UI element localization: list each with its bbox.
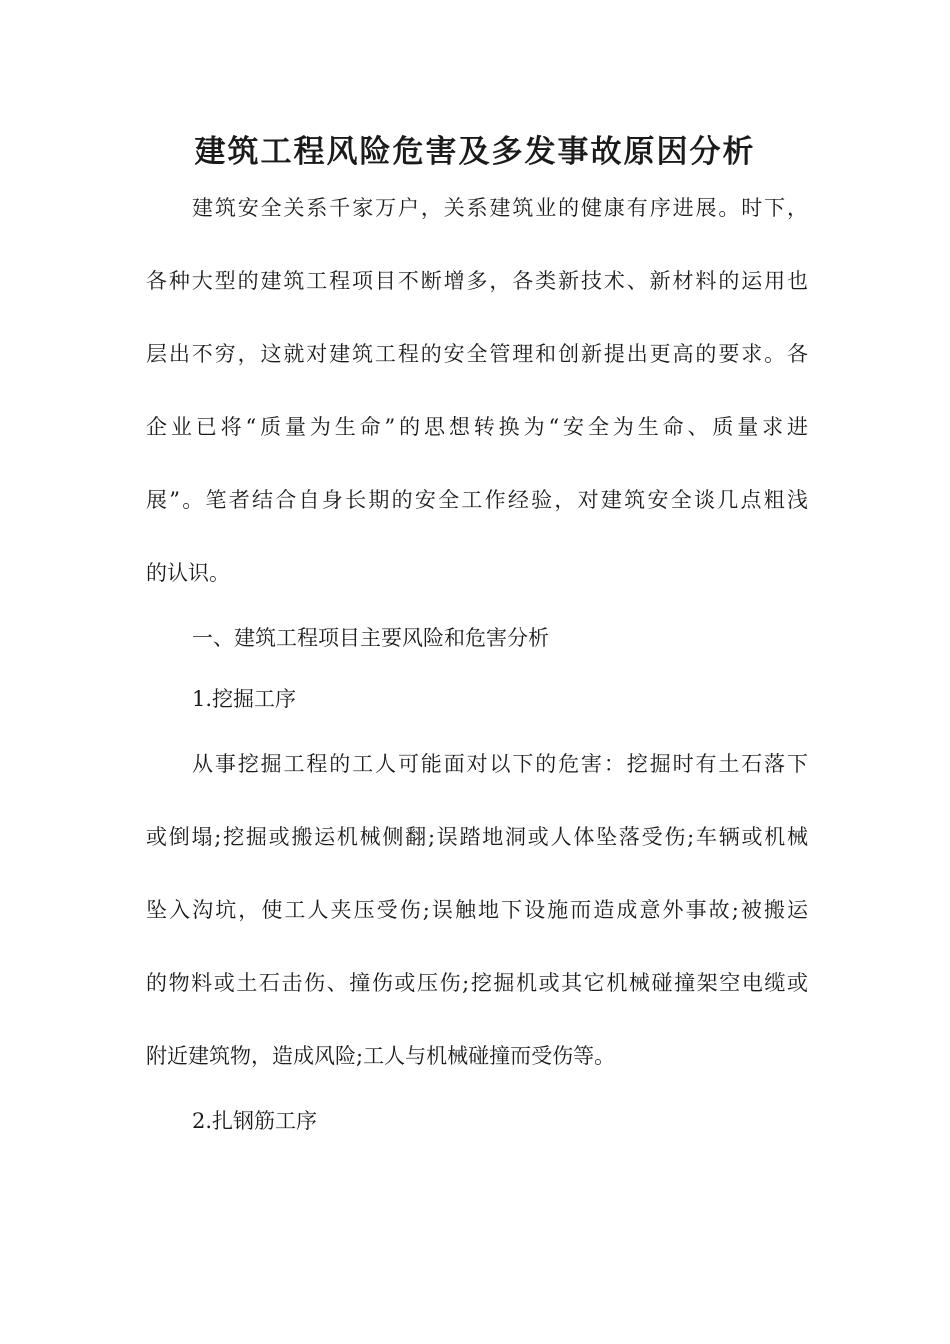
- excavation-paragraph-line: 的物料或土石击伤、撞伤或压伤;挖掘机或其它机械碰撞架空电缆或: [146, 971, 808, 995]
- intro-paragraph-line: 的认识。: [146, 561, 230, 585]
- intro-paragraph-line: 各种大型的建筑工程项目不断增多，各类新技术、新材料的运用也: [146, 269, 808, 293]
- subsection-heading: 2.扎钢筋工序: [192, 1109, 318, 1133]
- excavation-paragraph-line: 从事挖掘工程的工人可能面对以下的危害：挖掘时有土石落下: [192, 752, 808, 776]
- document-title: 建筑工程风险危害及多发事故原因分析: [194, 134, 756, 170]
- intro-paragraph-line: 层出不穷，这就对建筑工程的安全管理和创新提出更高的要求。各: [146, 342, 808, 366]
- intro-paragraph-line: 企业已将“质量为生命”的思想转换为“安全为生命、质量求进: [146, 415, 808, 439]
- section-heading: 一、建筑工程项目主要风险和危害分析: [192, 626, 549, 650]
- excavation-paragraph-line: 或倒塌;挖掘或搬运机械侧翻;误踏地洞或人体坠落受伤;车辆或机械: [146, 825, 808, 849]
- subsection-heading: 1.挖掘工序: [192, 687, 297, 711]
- intro-paragraph-line: 建筑安全关系千家万户，关系建筑业的健康有序进展。时下，: [192, 196, 808, 220]
- intro-paragraph-line: 展”。笔者结合自身长期的安全工作经验，对建筑安全谈几点粗浅: [146, 488, 808, 512]
- excavation-paragraph-line: 坠入沟坑，使工人夹压受伤;误触地下设施而造成意外事故;被搬运: [146, 898, 808, 922]
- excavation-paragraph-line: 附近建筑物，造成风险;工人与机械碰撞而受伤等。: [146, 1044, 616, 1068]
